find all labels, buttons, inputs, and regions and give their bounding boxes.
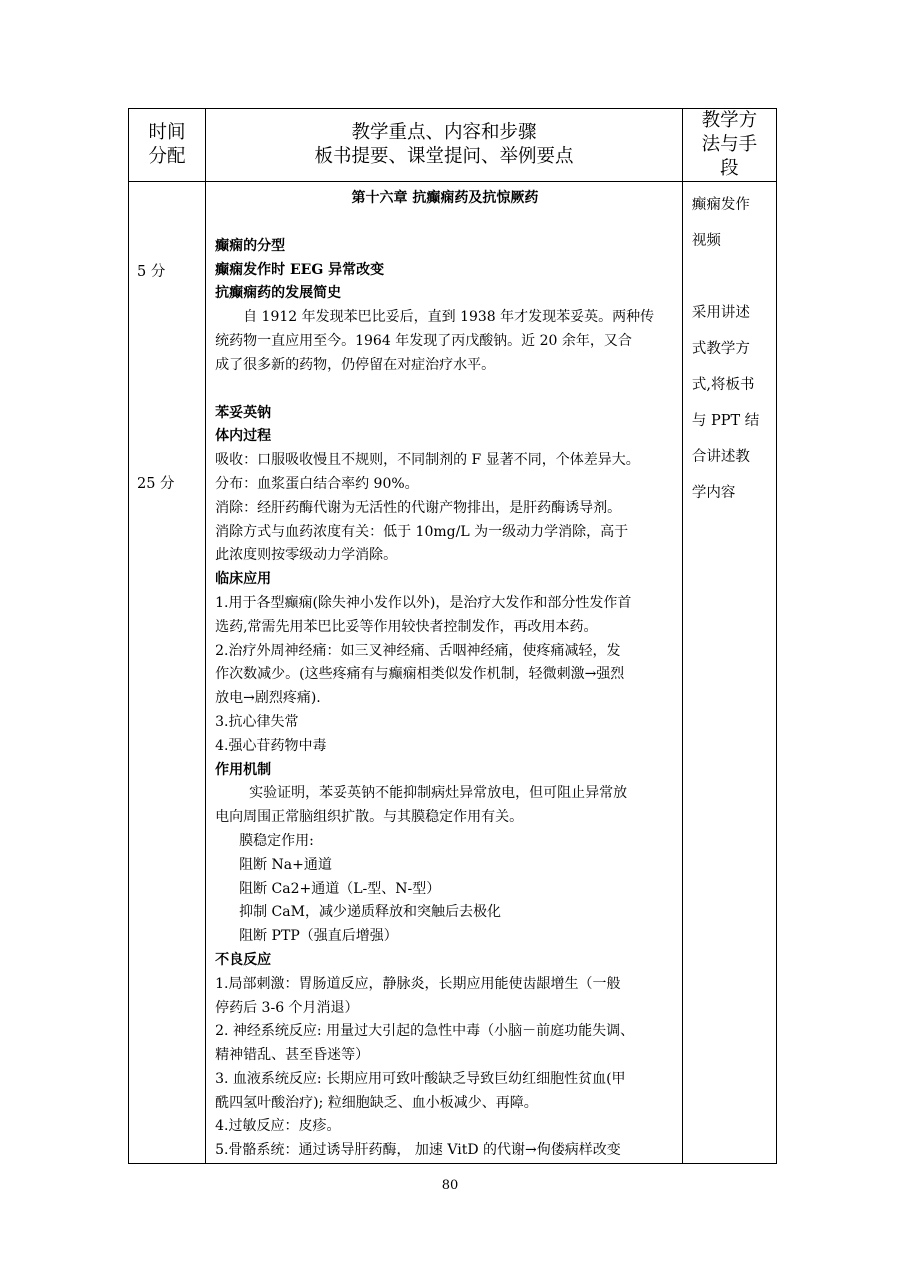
section-phenytoin: 苯妥英钠	[215, 404, 272, 421]
adverse-5: 5.骨骼系统：通过诱导肝药酶， 加速 VitD 的代谢→佝偻病样改变	[215, 1142, 621, 1159]
section-epilepsy-types: 癫痫的分型	[215, 237, 286, 254]
adverse-3-line-1: 3. 血液系统反应: 长期应用可致叶酸缺乏导致巨幼红细胞性贫血(甲	[215, 1070, 626, 1087]
adverse-1-line-1: 1.局部刺激：胃肠道反应，静脉炎，长期应用能使齿龈增生（一般	[215, 975, 621, 992]
table-header-row	[129, 109, 777, 182]
mechanism-line-2: 电向周围正常脑组织扩散。与其膜稳定作用有关。	[215, 809, 524, 826]
clinical-2-line-3: 放电→剧烈疼痛).	[215, 690, 321, 707]
section-adverse-reactions: 不良反应	[215, 951, 272, 968]
pk-elimination: 消除：经肝药酶代谢为无活性的代谢产物排出，是肝药酶诱导剂。	[215, 499, 622, 516]
method-line-5: 式,将板书	[691, 377, 755, 393]
pk-kinetics-line-1: 消除方式与血药浓度有关：低于 10mg/L 为一级动力学消除，高于	[215, 523, 629, 540]
time-5min: 5 分	[137, 264, 166, 280]
clinical-2-line-1: 2.治疗外周神经痛：如三叉神经痛、舌咽神经痛，使疼痛减轻，发	[215, 642, 621, 659]
method-line-8: 学内容	[691, 485, 736, 501]
time-allocation-cell	[129, 182, 206, 1164]
page-number: 80	[441, 1178, 459, 1193]
mechanism-ca-block: 阻断 Ca2+通道（L-型、N-型）	[239, 880, 441, 897]
pk-absorption: 吸收：口服吸收慢且不规则，不同制剂的 F 显著不同，个体差异大。	[215, 452, 640, 469]
clinical-1-line-2: 选药,常需先用苯巴比妥等作用较快者控制发作，再改用本药。	[215, 618, 598, 635]
adverse-2-line-2: 精神错乱、甚至昏迷等）	[215, 1047, 370, 1064]
teaching-content-cell	[206, 182, 683, 1164]
mechanism-ptp-block: 阻断 PTP（强直后增强）	[239, 928, 398, 945]
header-content-line2: 板书提要、课堂提问、举例要点	[314, 146, 574, 167]
clinical-1-line-1: 1.用于各型癫痫(除失神小发作以外)，是治疗大发作和部分性发作首	[215, 594, 632, 611]
clinical-2-line-2: 作次数减少。(这些疼痛有与癫痫相类似发作机制，轻微刺激→强烈	[215, 666, 625, 683]
teaching-method-cell	[682, 182, 776, 1164]
header-method-line1: 教学方	[701, 110, 758, 131]
pk-kinetics-line-2: 此浓度则按零级动力学消除。	[215, 547, 398, 564]
header-content-line1: 教学重点、内容和步骤	[351, 122, 537, 143]
method-line-7: 合讲述教	[691, 449, 750, 465]
section-clinical-use: 临床应用	[215, 571, 272, 588]
header-teaching-content	[206, 109, 683, 182]
mechanism-line-1: 实验证明，苯妥英钠不能抑制病灶异常放电，但可阻止异常放	[249, 785, 628, 802]
time-25min: 25 分	[137, 476, 175, 492]
adverse-1-line-2: 停药后 3-6 个月消退）	[215, 999, 359, 1016]
adverse-3-line-2: 酰四氢叶酸治疗); 粒细胞缺乏、血小板减少、再障。	[215, 1094, 538, 1111]
method-line-3: 采用讲述	[691, 305, 750, 321]
header-time-line2: 分配	[148, 146, 186, 167]
adverse-4: 4.过敏反应：皮疹。	[215, 1118, 341, 1135]
mechanism-membrane: 膜稳定作用:	[239, 832, 314, 849]
method-line-6: 与 PPT 结	[691, 413, 760, 429]
mechanism-cam-inhibit: 抑制 CaM，减少递质释放和突触后去极化	[239, 904, 501, 921]
section-eeg-changes: 癫痫发作时 EEG 异常改变	[215, 261, 385, 278]
header-time-line1: 时间	[148, 122, 186, 143]
clinical-4: 4.强心苷药物中毒	[215, 737, 327, 754]
clinical-3: 3.抗心律失常	[215, 713, 299, 730]
header-time-allocation	[129, 109, 206, 182]
table-body-row	[129, 182, 777, 1164]
header-teaching-method	[682, 109, 776, 182]
section-history: 抗癫痫药的发展简史	[215, 285, 342, 302]
lesson-plan-table	[128, 108, 777, 1164]
adverse-2-line-1: 2. 神经系统反应: 用量过大引起的急性中毒（小脑－前庭功能失调、	[215, 1023, 635, 1040]
header-method-line3: 段	[720, 158, 739, 179]
history-line-1: 自 1912 年发现苯巴比妥后，直到 1938 年才发现苯妥英。两种传	[243, 309, 655, 326]
section-mechanism: 作用机制	[215, 761, 272, 778]
method-line-2: 视频	[691, 233, 721, 249]
section-pharmacokinetics: 体内过程	[215, 428, 272, 445]
chapter-title: 第十六章 抗癫痫药及抗惊厥药	[351, 190, 539, 206]
header-method-line2: 法与手	[701, 134, 758, 155]
history-line-3: 成了很多新的药物，仍停留在对症治疗水平。	[215, 356, 496, 373]
method-line-4: 式教学方	[691, 341, 750, 357]
method-line-1: 癫痫发作	[691, 197, 750, 213]
history-line-2: 统药物一直应用至今。1964 年发现了丙戊酸钠。近 20 余年，又合	[215, 332, 632, 349]
mechanism-na-block: 阻断 Na+通道	[239, 856, 332, 873]
pk-distribution: 分布：血浆蛋白结合率约 90%。	[215, 475, 419, 492]
